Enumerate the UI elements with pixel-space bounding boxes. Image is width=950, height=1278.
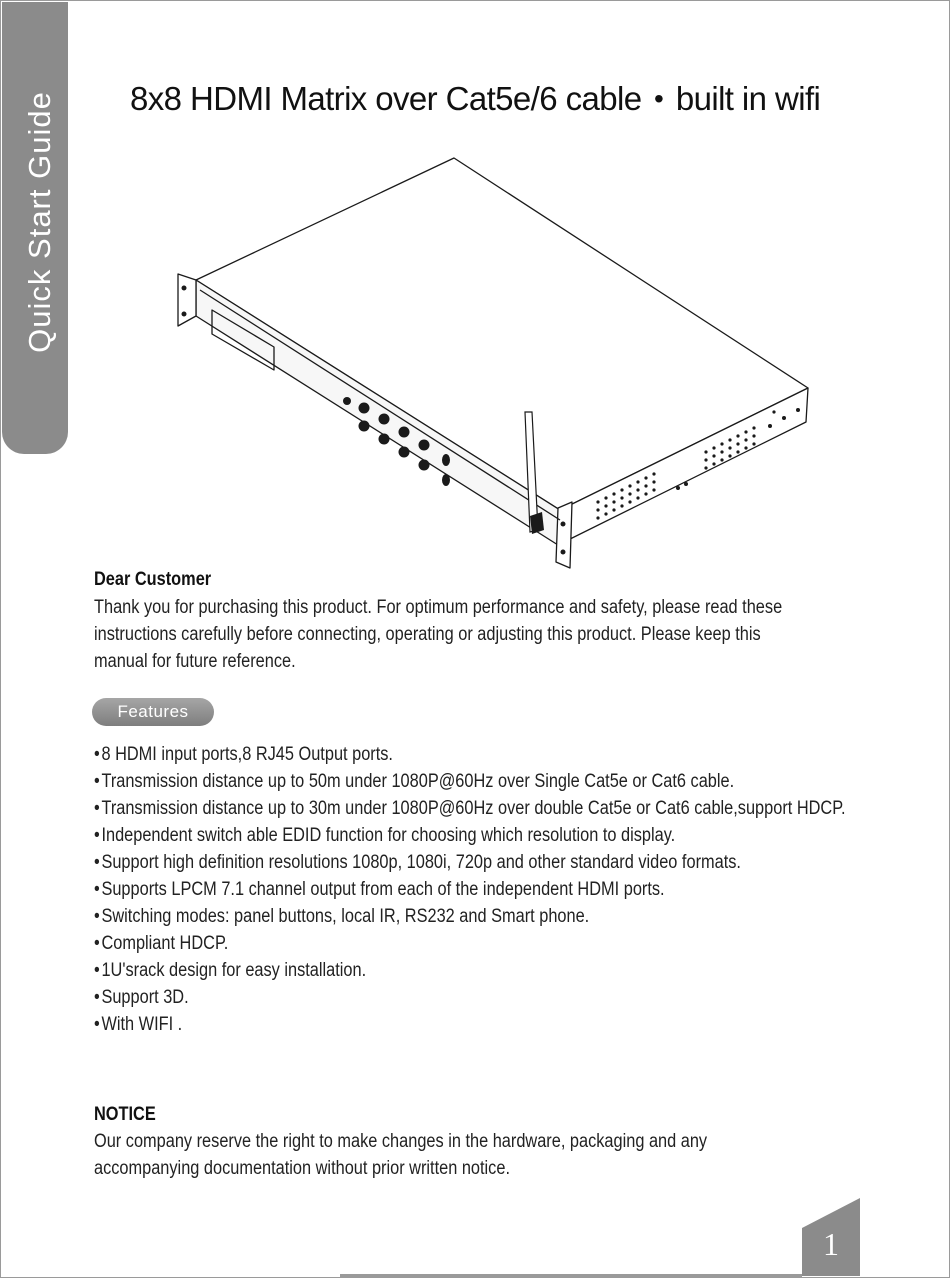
features-label: Features	[92, 698, 214, 726]
title-bullet: •	[654, 83, 664, 114]
feature-item: •Independent switch able EDID function for choosing which resolution to display.	[94, 825, 676, 846]
page-number: 1	[823, 1226, 839, 1262]
hdmi-matrix-rack-unit-icon	[170, 150, 820, 575]
feature-item: •Support 3D.	[94, 987, 189, 1008]
side-tab	[2, 2, 68, 454]
feature-item: •Switching modes: panel buttons, local IR, RS232 and Smart phone.	[94, 906, 590, 927]
intro-heading: Dear Customer	[94, 569, 212, 590]
intro-paragraph	[94, 594, 782, 675]
feature-item: •1U'srack design for easy installation.	[94, 960, 367, 981]
feature-item: •Transmission distance up to 30m under 1080P@60Hz over double Cat5e or Cat6 cable,support HDCP.	[94, 798, 846, 819]
intro-line: manual for future reference.	[94, 651, 296, 672]
features-list	[94, 741, 846, 1038]
intro-line: instructions carefully before connecting, operating or adjusting this product. Please keep this	[94, 624, 761, 645]
notice-heading: NOTICE	[94, 1104, 156, 1125]
feature-item: •8 HDMI input ports,8 RJ45 Output ports.	[94, 744, 393, 765]
notice-line: Our company reserve the right to make changes in the hardware, packaging and any	[94, 1131, 708, 1152]
notice-paragraph	[94, 1128, 707, 1182]
intro-line: Thank you for purchasing this product. For optimum performance and safety, please read these	[94, 597, 783, 618]
feature-item: •Transmission distance up to 50m under 1080P@60Hz over Single Cat5e or Cat6 cable.	[94, 771, 735, 792]
title-suffix: built in wifi	[675, 80, 821, 117]
feature-item: •With WIFI .	[94, 1014, 183, 1035]
feature-item: •Support high definition resolutions 1080p, 1080i, 720p and other standard video formats.	[94, 852, 741, 873]
feature-item: •Compliant HDCP.	[94, 933, 229, 954]
feature-item: •Supports LPCM 7.1 channel output from each of the independent HDMI ports.	[94, 879, 665, 900]
page-title	[130, 80, 910, 118]
notice-line: accompanying documentation without prior written notice.	[94, 1158, 510, 1179]
bottom-rule	[340, 1274, 802, 1277]
title-main: 8x8 HDMI Matrix over Cat5e/6 cable	[130, 80, 642, 117]
side-tab-label: Quick Start Guide	[22, 91, 57, 353]
